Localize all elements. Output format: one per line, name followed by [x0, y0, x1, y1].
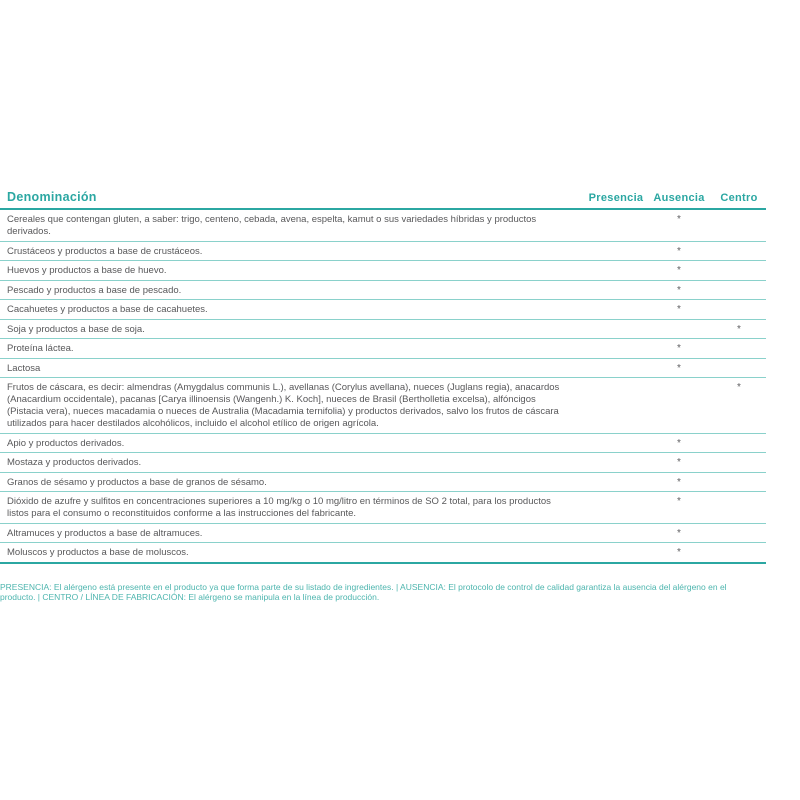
table-row: [0, 543, 766, 564]
allergen-name: Cacahuetes y productos a base de cacahuetes.: [7, 304, 208, 315]
ausencia-marker: *: [677, 547, 681, 558]
allergen-name: Crustáceos y productos a base de crustáceos.: [7, 245, 203, 257]
ausencia-marker: *: [677, 284, 681, 296]
allergen-name: Pescado y productos a base de pescado.: [7, 284, 182, 296]
allergen-name: Cereales que contengan gluten, a saber: trigo, centeno, cebada, avena, espelta, kamut o sus variedades híbridas y productos derivados.: [7, 214, 537, 237]
allergen-name: Frutos de cáscara, es decir: almendras (Amygdalus communis L.), avellanas (Corylus avellana), nueces (Juglans regia), anacardos (Anacardium occidentale), pacanas [Carya illinoensis (Wangenh.) K. Koch], nueces de Brasil (Bertholletia excelsa), alfóncigos (Pistacia vera), nueces macadamia o nueces de Australia (Macadamia ternifolia) y productos derivados, salvo los frutos de cáscara utilizados para hacer destilados alcohólicos, incluido el alcohol etílico de origen agrícola.: [7, 382, 560, 429]
ausencia-marker: *: [677, 476, 681, 488]
table-row: [0, 339, 766, 359]
table-row: [0, 300, 766, 320]
table-row: [0, 434, 766, 454]
column-header-centro: Centro: [720, 192, 758, 204]
table-row: [0, 524, 766, 544]
ausencia-marker: *: [677, 245, 681, 257]
centro-marker: *: [737, 382, 741, 393]
ausencia-marker: *: [677, 214, 681, 225]
table-row: [0, 378, 766, 434]
allergen-name: Dióxido de azufre y sulfitos en concentraciones superiores a 10 mg/kg o 10 mg/litro en términos de SO 2 total, para los productos listos para el consumo o reconstituidos conforme a las instrucciones del fabricante.: [7, 496, 551, 519]
table-row: [0, 359, 766, 379]
column-header-denominacion: Denominación: [7, 190, 97, 204]
ausencia-marker: *: [677, 437, 681, 449]
legend-text: PRESENCIA: El alérgeno está presente en el producto ya que forma parte de su listado de ingredientes. | AUSENCIA: El protocolo de control de calidad garantiza la ausencia del alérgeno en el producto. | CENTRO / LÍNEA DE FABRICACIÓN: El alérgeno se manipula en la línea de producción.: [0, 582, 727, 602]
allergen-table: [0, 191, 766, 564]
allergen-name: Altramuces y productos a base de altramuces.: [7, 527, 203, 539]
table-row: [0, 210, 766, 242]
table-row: [0, 453, 766, 473]
allergen-name: Mostaza y productos derivados.: [7, 457, 142, 468]
allergen-name: Moluscos y productos a base de moluscos.: [7, 547, 189, 558]
centro-marker: *: [737, 323, 741, 335]
table-row: [0, 320, 766, 340]
column-header-presencia: Presencia: [588, 192, 644, 204]
allergen-name: Proteína láctea.: [7, 343, 74, 354]
ausencia-marker: *: [677, 457, 681, 468]
table-row: [0, 492, 766, 524]
table-row: [0, 261, 766, 281]
table-row: [0, 281, 766, 301]
ausencia-marker: *: [677, 496, 681, 507]
ausencia-marker: *: [677, 527, 681, 539]
table-body: [0, 210, 766, 564]
table-row: [0, 473, 766, 493]
allergen-name: Lactosa: [7, 362, 41, 374]
table-row: [0, 242, 766, 262]
column-header-ausencia: Ausencia: [653, 192, 705, 204]
allergen-name: Huevos y productos a base de huevo.: [7, 265, 167, 276]
allergen-name: Soja y productos a base de soja.: [7, 323, 145, 335]
allergen-name: Apio y productos derivados.: [7, 437, 125, 449]
allergen-name: Granos de sésamo y productos a base de granos de sésamo.: [7, 476, 267, 488]
table-header-row: [0, 191, 766, 210]
ausencia-marker: *: [677, 362, 681, 374]
ausencia-marker: *: [677, 304, 681, 315]
ausencia-marker: *: [677, 343, 681, 354]
ausencia-marker: *: [677, 265, 681, 276]
